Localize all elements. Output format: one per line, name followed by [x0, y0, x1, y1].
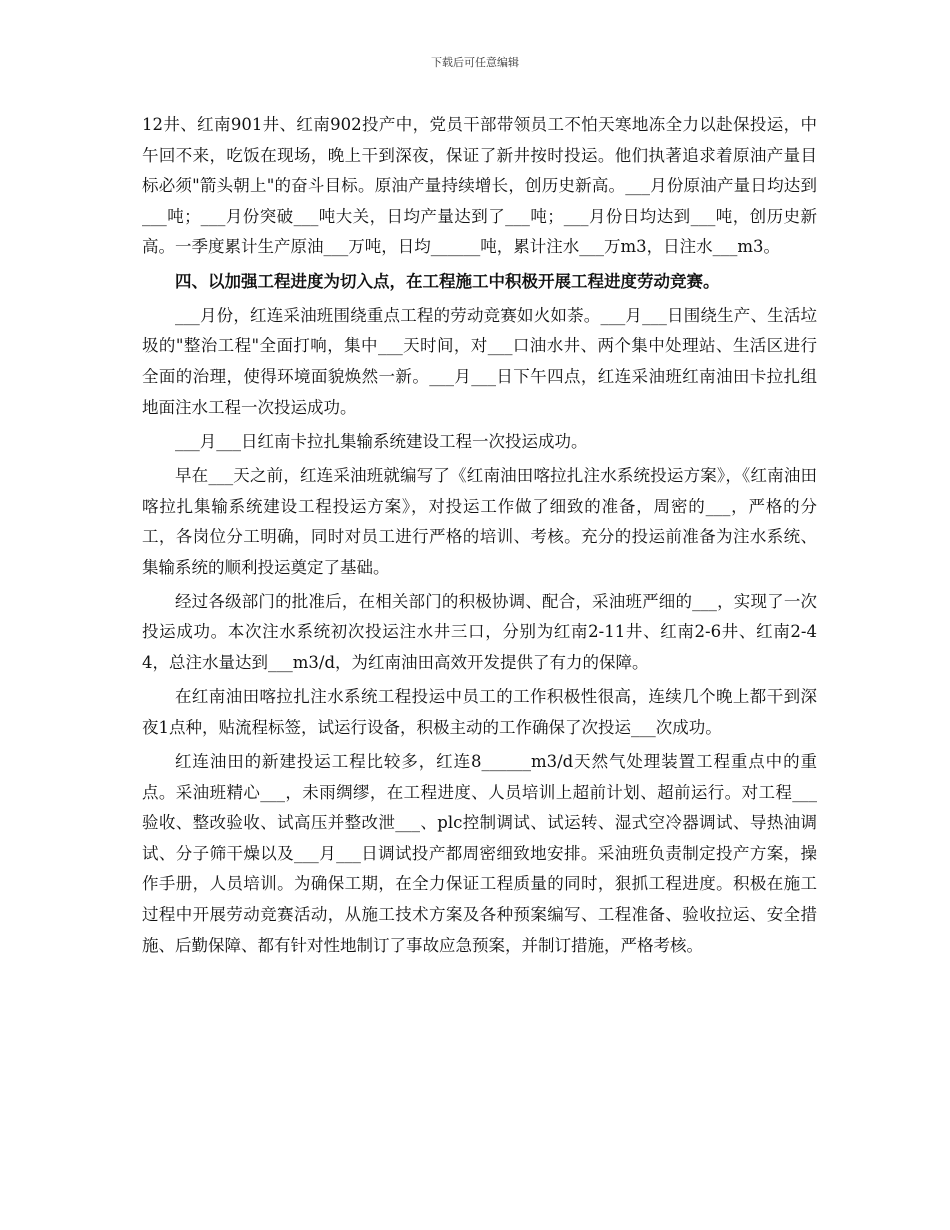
paragraph-staff-effort: 在红南油田喀拉扎注水系统工程投运中员工的工作积极性很高，连续几个晚上都干到深夜1点种，贴流程标签，试运行设备，积极主动的工作确保了次投运___次成功。	[142, 687, 817, 737]
page-header: 下载后可任意编辑	[431, 56, 519, 69]
paragraph-labor-competition: ___月份，红连采油班围绕重点工程的劳动竞赛如火如荼。___月___日围绕生产、生活垃圾的"整治工程"全面打响，集中___天时间，对___口油水井、两个集中处理站、生活区进行全面的治理，使得环境面貌焕然一新。___月___日下午四点，红连采油班红南油田卡拉扎组地面注水工程一次投运成功。	[142, 305, 817, 417]
document-body	[142, 110, 817, 965]
paragraph-gas-plant: 红连油田的新建投运工程比较多，红连8______m3/d天然气处理装置工程重点中的重点。采油班精心___，未雨绸缪，在工程进度、人员培训上超前计划、超前运行。对工程___验收、整改验收、试高压并整改泄___、plc控制调试、试运转、湿式空冷器调试、导热油调试、分子筛干燥以及___月___日调试投产都周密细致地安排。采油班负责制定投产方案，操作手册，人员培训。为确保工期，在全力保证工程质量的同时，狠抓工程进度。积极在施工过程中开展劳动竞赛活动，从施工技术方案及各种预案编写、工程准备、验收拉运、安全措施、后勤保障、都有针对性地制订了事故应急预案，并制订措施，严格考核。	[142, 752, 817, 955]
paragraph-preparation: 早在___天之前，红连采油班就编写了《红南油田喀拉扎注水系统投运方案》，《红南油田喀拉扎集输系统建设工程投运方案》，对投运工作做了细致的准备，周密的___，严格的分工，各岗位分工明确，同时对员工进行严格的培训、考核。充分的投运前准备为注水系统、集输系统的顺利投运奠定了基础。	[142, 465, 817, 577]
section-heading-4: 四、以加强工程进度为切入点，在工程施工中积极开展工程进度劳动竞赛。	[175, 271, 720, 291]
paragraph-water-injection: 经过各级部门的批准后，在相关部门的积极协调、配合，采油班严细的___，实现了一次投运成功。本次注水系统初次投运注水井三口，分别为红南2-11井、红南2-6井、红南2-44，总注水量达到___m3/d，为红南油田高效开发提供了有力的保障。	[142, 591, 817, 673]
paragraph-production: 12井、红南901井、红南902投产中，党员干部带领员工不怕天寒地冻全力以赴保投运，中午回不来，吃饭在现场，晚上干到深夜，保证了新井按时投运。他们执著追求着原油产量目标必须"箭头朝上"的奋斗目标。原油产量持续增长，创历史新高。___月份原油产量日均达到___吨；___月份突破___吨大关，日均产量达到了___吨；___月份日均达到___吨，创历史新高。一季度累计生产原油___万吨，日均______吨，累计注水___万m3，日注水___m3。	[142, 115, 817, 257]
paragraph-gathering-system: ___月___日红南卡拉扎集输系统建设工程一次投运成功。	[175, 431, 588, 451]
